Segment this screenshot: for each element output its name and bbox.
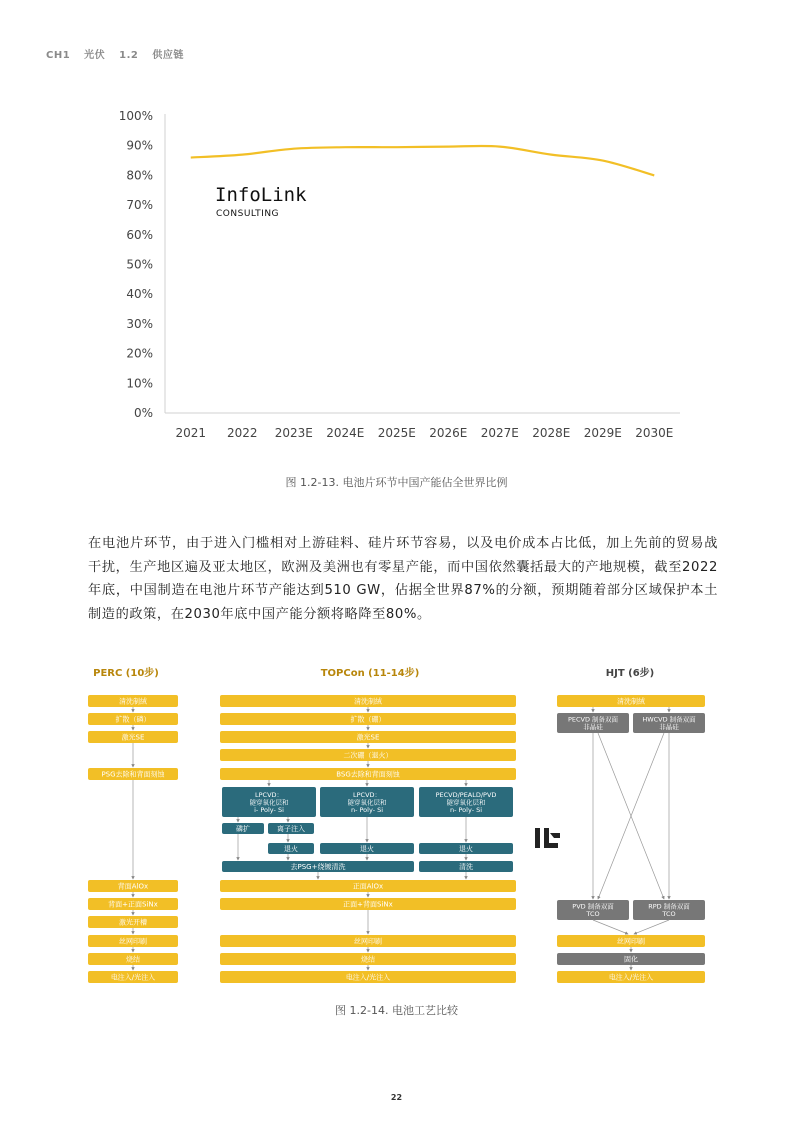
topcon-step-label: 扩散（硼）: [350, 715, 386, 724]
topcon-step-label: 电注入/光注入: [345, 973, 391, 982]
perc-step-label: 扩散（磷）: [115, 715, 151, 724]
y-tick-label: 20%: [126, 346, 153, 361]
hjt-step-label: 非晶硅: [583, 723, 603, 732]
x-tick-label: 2022: [226, 426, 258, 440]
perc-step-label: 激光SE: [121, 733, 145, 742]
chapter-name: 光伏: [84, 50, 106, 61]
y-tick-label: 100%: [118, 109, 153, 123]
topcon-sub-step-label: 退火: [360, 845, 374, 854]
paragraph-text: 在电池片环节，由于进入门槛相对上游硅料、硅片环节容易，以及电价成本占比低，加上先前的贸易战干扰，生产地区遍及亚太地区，欧洲及美洲也有零星产能，而中国依然囊括最大的产地规模，截至2022年底，中国制造在电池片环节产能达到510 GW，佔据全世界87%的分额，预期随着部分区域保护本土制造的政策，在2030年底中国产能分额将略降至80%。: [88, 536, 718, 622]
topcon-sub-step-label: 离子注入: [277, 825, 305, 834]
hjt-step-label: 固化: [624, 955, 638, 964]
x-tick-label: 2021: [175, 426, 207, 440]
perc-step-label: 烧结: [126, 955, 140, 964]
perc-step-label: 清洗制絨: [119, 697, 147, 706]
y-tick-label: 10%: [126, 376, 153, 391]
perc-step-label: PSG去除和背面刻蚀: [101, 770, 165, 779]
x-tick-label: 2025E: [377, 426, 416, 440]
hjt-step-label: 丝网印刷: [617, 937, 645, 946]
y-tick-label: 70%: [126, 198, 153, 213]
hjt-step-label: HWCVD 制备双面: [642, 715, 696, 724]
perc-step-label: 背面+正面SiNx: [108, 900, 158, 909]
topcon-option-box-label: LPCVD：: [352, 790, 382, 799]
infolink-logo-subtitle: CONSULTING: [216, 209, 280, 219]
body-paragraph: [88, 532, 718, 626]
topcon-option-box-label: 隧穿氧化层和: [446, 798, 486, 807]
y-tick-label: 90%: [126, 138, 153, 153]
topcon-step-label: 丝网印刷: [354, 937, 382, 946]
page-header: [46, 46, 198, 61]
diagram-caption: 图 1.2-14. 电池工艺比较: [335, 1004, 458, 1017]
x-tick-label: 2026E: [429, 426, 468, 440]
topcon-sub-step-label: 磷扩: [236, 825, 250, 834]
flow-arrow: [634, 920, 669, 934]
hjt-step-label: TCO: [586, 910, 600, 919]
topcon-option-box-label: 隧穿氧化层和: [347, 798, 387, 807]
x-tick-label: 2023E: [274, 426, 313, 440]
topcon-option-box-label: n- Poly- Si: [350, 805, 384, 814]
perc-step-label: 丝网印刷: [119, 937, 147, 946]
hjt-step-label: 电注入/光注入: [608, 973, 654, 982]
topcon-step-label: 正面AlOx: [352, 882, 384, 891]
perc-title: PERC (10步): [93, 668, 159, 679]
y-tick-label: 0%: [133, 406, 153, 420]
topcon-title: TOPCon (11-14步): [320, 668, 420, 679]
topcon-option-box-label: i- Poly- Si: [254, 805, 284, 814]
topcon-step-label: 清洗制絨: [354, 697, 382, 706]
section-name: 供应链: [152, 50, 184, 61]
perc-step-label: 背面AlOx: [117, 882, 149, 891]
capacity-share-line-chart: [100, 100, 700, 445]
hjt-step-label: TCO: [662, 910, 676, 919]
y-tick-label: 40%: [126, 287, 153, 302]
topcon-option-box-label: LPCVD：: [254, 790, 284, 799]
y-tick-label: 50%: [126, 257, 153, 272]
infolink-logo-title: InfoLink: [215, 184, 307, 206]
perc-step-label: 电注入/光注入: [110, 973, 156, 982]
hjt-title: HJT (6步): [605, 668, 655, 679]
topcon-step-label: 烧结: [361, 955, 375, 964]
x-tick-label: 2024E: [326, 426, 365, 440]
hjt-step-label: PECVD 制备双面: [567, 715, 619, 724]
topcon-option-box-label: n- Poly- Si: [449, 805, 483, 814]
cell-process-comparison-diagram: [88, 658, 718, 988]
x-tick-label: 2027E: [480, 426, 519, 440]
topcon-option-box-label: PECVD/PEALD/PVD: [435, 790, 497, 799]
topcon-sub-step-label: 退火: [284, 845, 298, 854]
x-tick-label: 2030E: [635, 426, 674, 440]
y-tick-label: 30%: [126, 316, 153, 331]
chapter-label: CH1: [46, 50, 71, 61]
hjt-step-label: 清洗制絨: [617, 697, 645, 706]
hjt-step-label: PVD 制备双面: [572, 902, 614, 911]
page-number: 22: [390, 1093, 403, 1102]
topcon-step-label: BSG去除和背面刻蚀: [336, 770, 400, 779]
x-tick-label: 2029E: [583, 426, 622, 440]
topcon-sub-step-label: 清洗: [459, 863, 473, 872]
perc-step-label: 激光开槽: [119, 918, 147, 927]
topcon-option-box-label: 隧穿氧化层和: [249, 798, 289, 807]
topcon-step-label: 二次硼（退火）: [343, 751, 393, 760]
hjt-step-label: RPD 制备双面: [648, 902, 690, 911]
y-tick-label: 80%: [126, 168, 153, 183]
hjt-step-label: 非晶硅: [659, 723, 679, 732]
y-tick-label: 60%: [126, 227, 153, 242]
topcon-step-label: 正面+背面SiNx: [343, 900, 393, 909]
section-number: 1.2: [119, 50, 139, 61]
chart-caption: 图 1.2-13. 电池片环节中国产能佔全世界比例: [285, 476, 508, 489]
lc-logo-icon: [535, 828, 560, 848]
topcon-step-label: 激光SE: [356, 733, 380, 742]
topcon-sub-step-label: 去PSG+绕镀清洗: [290, 863, 346, 872]
x-tick-label: 2028E: [532, 426, 571, 440]
series-line: [191, 146, 655, 175]
topcon-sub-step-label: 退火: [459, 845, 473, 854]
flow-arrow: [593, 920, 628, 934]
